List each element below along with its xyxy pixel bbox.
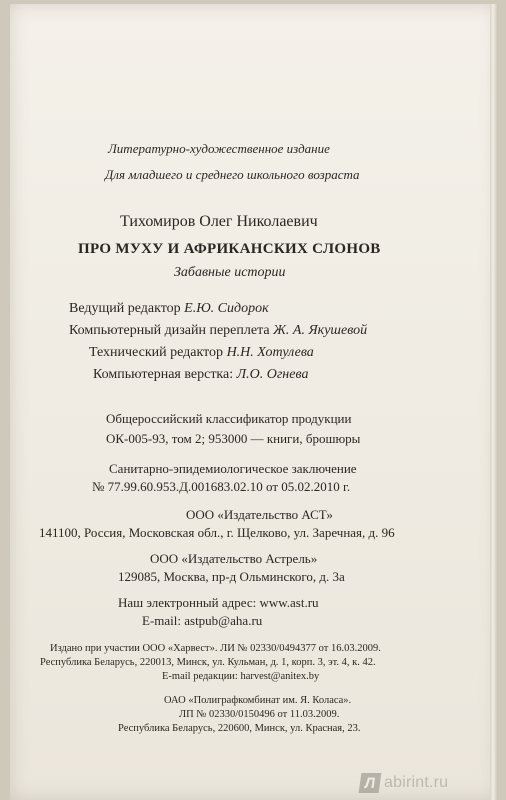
credit-name: Е.Ю. Сидорок — [184, 301, 269, 316]
harvest-line3: E-mail редакции: harvest@anitex.by — [162, 671, 320, 682]
classifier-line2: ОК-005-93, том 2; 953000 — книги, брошюры — [106, 431, 361, 446]
book-author: Тихомиров Олег Николаевич — [120, 213, 318, 230]
watermark-text: abirint.ru — [384, 774, 449, 791]
publisher1-address: 141100, Россия, Московская обл., г. Щелково, ул. Заречная, д. 96 — [39, 525, 395, 540]
credit-tech-editor — [89, 346, 314, 360]
contact-web: Наш электронный адрес: www.ast.ru — [118, 595, 319, 610]
book-subtitle: Забавные истории — [174, 265, 286, 280]
page-edge — [490, 4, 498, 800]
sanitary-line2: № 77.99.60.953.Д.001683.02.10 от 05.02.2010 г. — [92, 479, 351, 494]
credit-role: Компьютерный дизайн переплета — [69, 323, 270, 338]
harvest-line1: Издано при участии ООО «Харвест». ЛИ № 02330/0494377 от 16.03.2009. — [50, 643, 381, 654]
harvest-line2: Республика Беларусь, 220013, Минск, ул. Кульман, д. 1, корп. 3, эт. 4, к. 42. — [40, 657, 376, 668]
publisher2-address: 129085, Москва, пр-д Ольминского, д. 3а — [118, 569, 345, 584]
credit-name: Л.О. Огнева — [236, 367, 309, 382]
printer-line2: ЛП № 02330/0150496 от 11.03.2009. — [179, 709, 340, 720]
credit-role: Ведущий редактор — [69, 301, 181, 316]
credit-role: Компьютерная верстка: — [93, 367, 234, 382]
labirint-watermark — [360, 772, 448, 794]
publisher1-name: ООО «Издательство АСТ» — [186, 507, 333, 522]
credit-name: Н.Н. Хотулева — [226, 345, 314, 360]
edition-type: Литературно-художественное издание — [108, 141, 330, 156]
labirint-logo-icon: Л — [359, 773, 382, 793]
sanitary-line1: Санитарно-эпидемиологическое заключение — [109, 461, 357, 476]
contact-email: E-mail: astpub@aha.ru — [142, 613, 263, 628]
credit-layout — [93, 368, 308, 382]
printer-line3: Республика Беларусь, 220600, Минск, ул. Красная, 23. — [118, 723, 361, 734]
book-page — [10, 4, 498, 800]
edition-audience: Для младшего и среднего школьного возраста — [105, 167, 360, 182]
credit-cover-design — [69, 324, 367, 338]
publisher2-name: ООО «Издательство Астрель» — [150, 551, 318, 566]
credit-role: Технический редактор — [89, 345, 224, 360]
credit-name: Ж. А. Якушевой — [273, 323, 368, 338]
printer-line1: ОАО «Полиграфкомбинат им. Я. Коласа». — [164, 695, 352, 706]
classifier-line1: Общероссийский классификатор продукции — [106, 411, 352, 426]
credit-lead-editor — [69, 302, 269, 316]
book-title: ПРО МУХУ И АФРИКАНСКИХ СЛОНОВ — [78, 241, 381, 257]
